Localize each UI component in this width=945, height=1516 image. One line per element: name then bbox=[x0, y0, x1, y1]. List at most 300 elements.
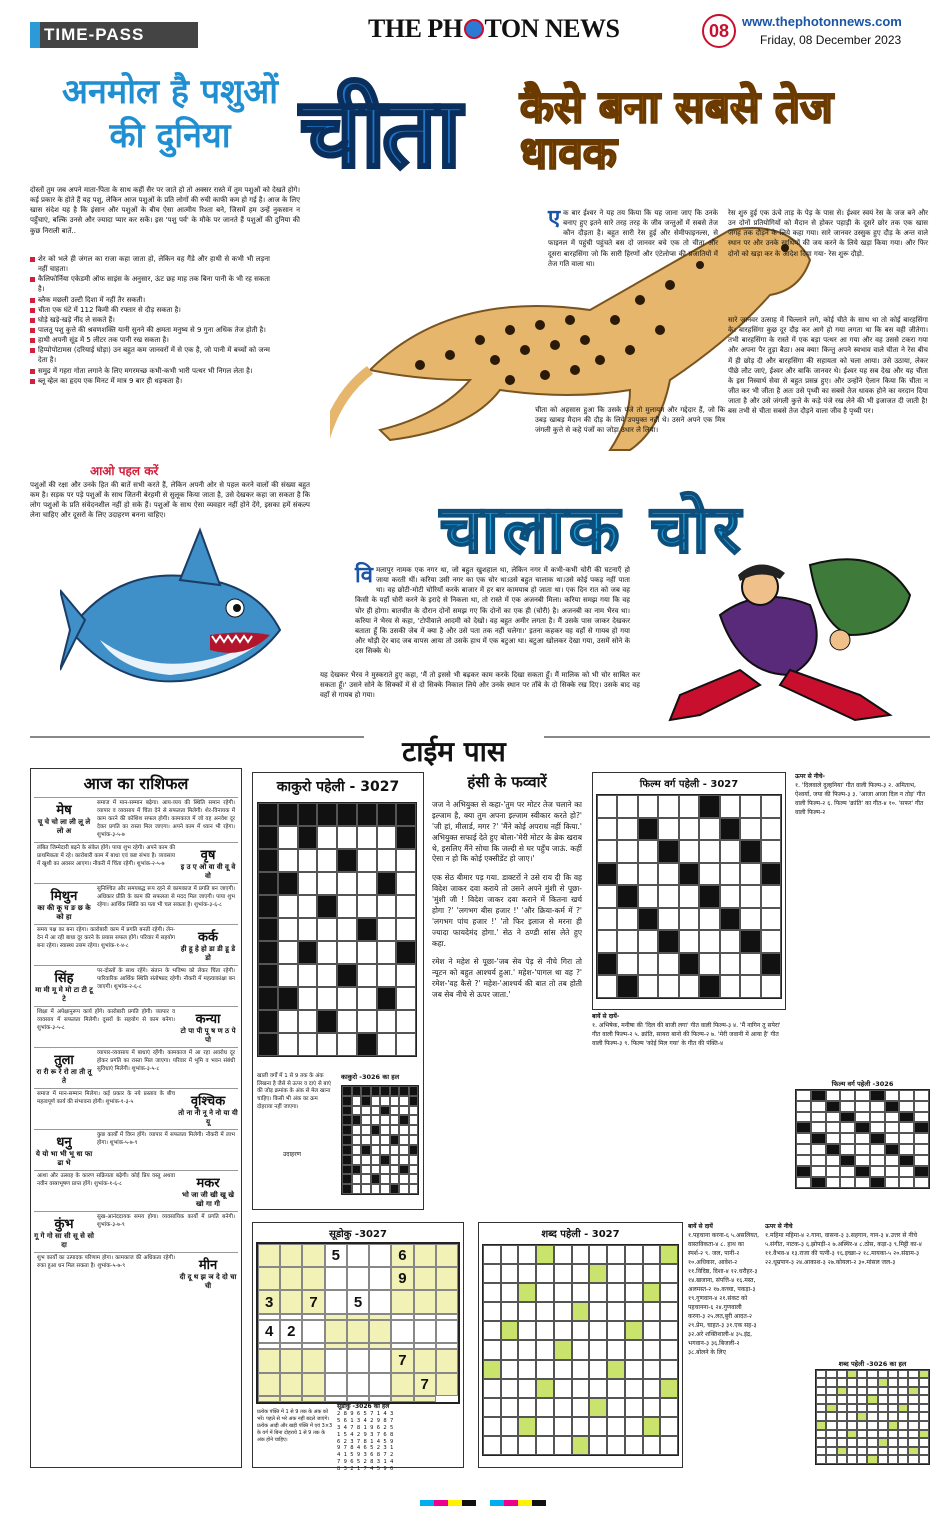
grid-cell[interactable] bbox=[796, 1155, 811, 1166]
grid-cell[interactable] bbox=[501, 1436, 519, 1455]
grid-cell[interactable] bbox=[870, 1090, 885, 1101]
grid-cell[interactable] bbox=[607, 1264, 625, 1283]
grid-cell[interactable] bbox=[643, 1379, 661, 1398]
grid-cell[interactable] bbox=[826, 1122, 841, 1133]
grid-cell[interactable] bbox=[837, 1387, 847, 1396]
grid-cell[interactable] bbox=[826, 1421, 836, 1430]
grid-cell[interactable] bbox=[811, 1133, 826, 1144]
grid-cell[interactable] bbox=[377, 872, 397, 895]
grid-cell[interactable] bbox=[888, 1387, 898, 1396]
grid-cell[interactable] bbox=[357, 1010, 377, 1033]
grid-cell[interactable] bbox=[625, 1398, 643, 1417]
grid-cell[interactable] bbox=[796, 1122, 811, 1133]
grid-cell[interactable] bbox=[298, 849, 318, 872]
grid-cell[interactable] bbox=[625, 1283, 643, 1302]
grid-cell[interactable] bbox=[572, 1283, 590, 1302]
grid-cell[interactable] bbox=[399, 1145, 409, 1155]
sudoku-cell[interactable] bbox=[436, 1349, 458, 1372]
grid-cell[interactable] bbox=[554, 1264, 572, 1283]
grid-cell[interactable] bbox=[898, 1378, 908, 1387]
grid-cell[interactable] bbox=[597, 795, 617, 818]
grid-cell[interactable] bbox=[699, 863, 719, 886]
grid-cell[interactable] bbox=[617, 818, 637, 841]
grid-cell[interactable] bbox=[298, 941, 318, 964]
grid-cell[interactable] bbox=[885, 1133, 900, 1144]
grid-cell[interactable] bbox=[638, 975, 658, 998]
grid-cell[interactable] bbox=[878, 1421, 888, 1430]
grid-cell[interactable] bbox=[761, 953, 781, 976]
grid-cell[interactable] bbox=[352, 1145, 362, 1155]
grid-cell[interactable] bbox=[483, 1379, 501, 1398]
grid-cell[interactable] bbox=[898, 1370, 908, 1379]
grid-cell[interactable] bbox=[597, 863, 617, 886]
grid-cell[interactable] bbox=[361, 1155, 371, 1165]
grid-cell[interactable] bbox=[660, 1398, 678, 1417]
grid-cell[interactable] bbox=[258, 826, 278, 849]
grid-cell[interactable] bbox=[826, 1177, 841, 1188]
grid-cell[interactable] bbox=[847, 1395, 857, 1404]
sudoku-cell[interactable] bbox=[347, 1320, 369, 1343]
grid-cell[interactable] bbox=[390, 1145, 400, 1155]
grid-cell[interactable] bbox=[317, 918, 337, 941]
grid-cell[interactable] bbox=[899, 1133, 914, 1144]
grid-cell[interactable] bbox=[536, 1302, 554, 1321]
grid-cell[interactable] bbox=[518, 1302, 536, 1321]
grid-cell[interactable] bbox=[761, 863, 781, 886]
sudoku-cell[interactable] bbox=[369, 1396, 391, 1402]
grid-cell[interactable] bbox=[658, 863, 678, 886]
grid-cell[interactable] bbox=[888, 1430, 898, 1439]
grid-cell[interactable] bbox=[908, 1455, 918, 1464]
grid-cell[interactable] bbox=[258, 918, 278, 941]
grid-cell[interactable] bbox=[298, 918, 318, 941]
grid-cell[interactable] bbox=[855, 1177, 870, 1188]
grid-cell[interactable] bbox=[899, 1101, 914, 1112]
grid-cell[interactable] bbox=[572, 1436, 590, 1455]
grid-cell[interactable] bbox=[867, 1430, 877, 1439]
grid-cell[interactable] bbox=[855, 1155, 870, 1166]
grid-cell[interactable] bbox=[679, 885, 699, 908]
grid-cell[interactable] bbox=[396, 803, 416, 826]
sudoku-cell[interactable] bbox=[347, 1349, 369, 1372]
grid-cell[interactable] bbox=[638, 885, 658, 908]
grid-cell[interactable] bbox=[840, 1155, 855, 1166]
grid-cell[interactable] bbox=[699, 908, 719, 931]
grid-cell[interactable] bbox=[660, 1417, 678, 1436]
grid-cell[interactable] bbox=[660, 1264, 678, 1283]
grid-cell[interactable] bbox=[899, 1122, 914, 1133]
grid-cell[interactable] bbox=[352, 1165, 362, 1175]
sudoku-cell[interactable] bbox=[302, 1349, 324, 1372]
grid-cell[interactable] bbox=[811, 1112, 826, 1123]
grid-cell[interactable] bbox=[409, 1155, 419, 1165]
grid-cell[interactable] bbox=[625, 1302, 643, 1321]
grid-cell[interactable] bbox=[625, 1321, 643, 1340]
grid-cell[interactable] bbox=[878, 1447, 888, 1456]
grid-cell[interactable] bbox=[399, 1115, 409, 1125]
grid-cell[interactable] bbox=[396, 987, 416, 1010]
sudoku-cell[interactable] bbox=[414, 1349, 436, 1372]
grid-cell[interactable] bbox=[679, 930, 699, 953]
grid-cell[interactable] bbox=[878, 1370, 888, 1379]
grid-cell[interactable] bbox=[826, 1378, 836, 1387]
grid-cell[interactable] bbox=[658, 885, 678, 908]
sudoku-cell[interactable] bbox=[436, 1320, 458, 1343]
grid-cell[interactable] bbox=[643, 1360, 661, 1379]
grid-cell[interactable] bbox=[796, 1133, 811, 1144]
grid-cell[interactable] bbox=[258, 1010, 278, 1033]
grid-cell[interactable] bbox=[536, 1340, 554, 1359]
grid-cell[interactable] bbox=[699, 885, 719, 908]
grid-cell[interactable] bbox=[483, 1340, 501, 1359]
grid-cell[interactable] bbox=[352, 1115, 362, 1125]
grid-cell[interactable] bbox=[867, 1438, 877, 1447]
grid-cell[interactable] bbox=[572, 1321, 590, 1340]
grid-cell[interactable] bbox=[796, 1177, 811, 1188]
grid-cell[interactable] bbox=[679, 863, 699, 886]
grid-cell[interactable] bbox=[914, 1090, 929, 1101]
grid-cell[interactable] bbox=[589, 1264, 607, 1283]
grid-cell[interactable] bbox=[377, 918, 397, 941]
grid-cell[interactable] bbox=[554, 1321, 572, 1340]
grid-cell[interactable] bbox=[847, 1438, 857, 1447]
grid-cell[interactable] bbox=[816, 1404, 826, 1413]
grid-cell[interactable] bbox=[317, 849, 337, 872]
grid-cell[interactable] bbox=[658, 908, 678, 931]
grid-cell[interactable] bbox=[361, 1184, 371, 1194]
grid-cell[interactable] bbox=[483, 1398, 501, 1417]
grid-cell[interactable] bbox=[720, 818, 740, 841]
sudoku-cell[interactable] bbox=[258, 1267, 280, 1290]
grid-cell[interactable] bbox=[501, 1379, 519, 1398]
grid-cell[interactable] bbox=[847, 1370, 857, 1379]
grid-cell[interactable] bbox=[638, 930, 658, 953]
grid-cell[interactable] bbox=[855, 1133, 870, 1144]
grid-cell[interactable] bbox=[554, 1417, 572, 1436]
grid-cell[interactable] bbox=[816, 1387, 826, 1396]
grid-cell[interactable] bbox=[278, 1010, 298, 1033]
grid-cell[interactable] bbox=[870, 1133, 885, 1144]
grid-cell[interactable] bbox=[357, 918, 377, 941]
grid-cell[interactable] bbox=[607, 1398, 625, 1417]
grid-cell[interactable] bbox=[826, 1166, 841, 1177]
grid-cell[interactable] bbox=[888, 1421, 898, 1430]
grid-cell[interactable] bbox=[908, 1412, 918, 1421]
grid-cell[interactable] bbox=[617, 795, 637, 818]
grid-cell[interactable] bbox=[870, 1122, 885, 1133]
grid-cell[interactable] bbox=[867, 1455, 877, 1464]
grid-cell[interactable] bbox=[826, 1395, 836, 1404]
grid-cell[interactable] bbox=[908, 1395, 918, 1404]
grid-cell[interactable] bbox=[855, 1112, 870, 1123]
grid-cell[interactable] bbox=[607, 1340, 625, 1359]
grid-cell[interactable] bbox=[483, 1417, 501, 1436]
grid-cell[interactable] bbox=[342, 1086, 352, 1096]
grid-cell[interactable] bbox=[371, 1086, 381, 1096]
sudoku-cell[interactable]: 3 bbox=[258, 1290, 280, 1313]
grid-cell[interactable] bbox=[317, 1010, 337, 1033]
grid-cell[interactable] bbox=[914, 1155, 929, 1166]
grid-cell[interactable] bbox=[699, 930, 719, 953]
grid-cell[interactable] bbox=[390, 1174, 400, 1184]
grid-cell[interactable] bbox=[855, 1090, 870, 1101]
grid-cell[interactable] bbox=[554, 1340, 572, 1359]
grid-cell[interactable] bbox=[298, 1010, 318, 1033]
grid-cell[interactable] bbox=[658, 795, 678, 818]
grid-cell[interactable] bbox=[898, 1430, 908, 1439]
grid-cell[interactable] bbox=[597, 840, 617, 863]
grid-cell[interactable] bbox=[699, 840, 719, 863]
grid-cell[interactable] bbox=[898, 1404, 908, 1413]
grid-cell[interactable] bbox=[658, 840, 678, 863]
grid-cell[interactable] bbox=[399, 1174, 409, 1184]
grid-cell[interactable] bbox=[607, 1302, 625, 1321]
grid-cell[interactable] bbox=[342, 1106, 352, 1116]
grid-cell[interactable] bbox=[554, 1245, 572, 1264]
grid-cell[interactable] bbox=[679, 795, 699, 818]
sudoku-cell[interactable] bbox=[391, 1373, 413, 1396]
grid-cell[interactable] bbox=[396, 918, 416, 941]
grid-cell[interactable] bbox=[816, 1412, 826, 1421]
grid-cell[interactable] bbox=[371, 1135, 381, 1145]
grid-cell[interactable] bbox=[390, 1155, 400, 1165]
grid-cell[interactable] bbox=[857, 1438, 867, 1447]
grid-cell[interactable] bbox=[837, 1412, 847, 1421]
grid-cell[interactable] bbox=[337, 895, 357, 918]
grid-cell[interactable] bbox=[898, 1438, 908, 1447]
grid-cell[interactable] bbox=[357, 964, 377, 987]
grid-cell[interactable] bbox=[914, 1166, 929, 1177]
sudoku-cell[interactable] bbox=[258, 1396, 280, 1402]
sudoku-cell[interactable] bbox=[302, 1320, 324, 1343]
grid-cell[interactable] bbox=[589, 1302, 607, 1321]
sudoku-cell[interactable] bbox=[436, 1290, 458, 1313]
grid-cell[interactable] bbox=[361, 1135, 371, 1145]
sudoku-cell[interactable] bbox=[325, 1349, 347, 1372]
grid-cell[interactable] bbox=[380, 1086, 390, 1096]
grid-cell[interactable] bbox=[796, 1101, 811, 1112]
grid-cell[interactable] bbox=[826, 1430, 836, 1439]
grid-cell[interactable] bbox=[867, 1421, 877, 1430]
grid-cell[interactable] bbox=[501, 1340, 519, 1359]
grid-cell[interactable] bbox=[536, 1379, 554, 1398]
website-link[interactable]: www.thephotonnews.com bbox=[742, 14, 902, 29]
grid-cell[interactable] bbox=[399, 1086, 409, 1096]
grid-cell[interactable] bbox=[617, 930, 637, 953]
grid-cell[interactable] bbox=[377, 849, 397, 872]
grid-cell[interactable] bbox=[483, 1360, 501, 1379]
sudoku-cell[interactable] bbox=[347, 1396, 369, 1402]
grid-cell[interactable] bbox=[914, 1101, 929, 1112]
grid-cell[interactable] bbox=[317, 826, 337, 849]
grid-cell[interactable] bbox=[855, 1101, 870, 1112]
grid-cell[interactable] bbox=[837, 1447, 847, 1456]
grid-cell[interactable] bbox=[660, 1302, 678, 1321]
sudoku-cell[interactable] bbox=[369, 1373, 391, 1396]
grid-cell[interactable] bbox=[396, 1010, 416, 1033]
grid-cell[interactable] bbox=[337, 918, 357, 941]
grid-cell[interactable] bbox=[589, 1340, 607, 1359]
grid-cell[interactable] bbox=[361, 1096, 371, 1106]
grid-cell[interactable] bbox=[377, 941, 397, 964]
grid-cell[interactable] bbox=[597, 953, 617, 976]
grid-cell[interactable] bbox=[390, 1135, 400, 1145]
grid-cell[interactable] bbox=[870, 1177, 885, 1188]
grid-cell[interactable] bbox=[617, 840, 637, 863]
grid-cell[interactable] bbox=[720, 863, 740, 886]
grid-cell[interactable] bbox=[399, 1125, 409, 1135]
sudoku-cell[interactable]: 5 bbox=[325, 1244, 347, 1267]
sudoku-cell[interactable] bbox=[280, 1373, 302, 1396]
grid-cell[interactable] bbox=[597, 885, 617, 908]
grid-cell[interactable] bbox=[885, 1166, 900, 1177]
grid-cell[interactable] bbox=[660, 1379, 678, 1398]
grid-cell[interactable] bbox=[720, 975, 740, 998]
grid-cell[interactable] bbox=[371, 1184, 381, 1194]
grid-cell[interactable] bbox=[380, 1184, 390, 1194]
grid-cell[interactable] bbox=[720, 930, 740, 953]
grid-cell[interactable] bbox=[811, 1155, 826, 1166]
grid-cell[interactable] bbox=[837, 1370, 847, 1379]
grid-cell[interactable] bbox=[597, 975, 617, 998]
sudoku-cell[interactable]: 4 bbox=[258, 1320, 280, 1343]
grid-cell[interactable] bbox=[847, 1430, 857, 1439]
grid-cell[interactable] bbox=[377, 826, 397, 849]
grid-cell[interactable] bbox=[501, 1360, 519, 1379]
grid-cell[interactable] bbox=[855, 1122, 870, 1133]
grid-cell[interactable] bbox=[816, 1438, 826, 1447]
grid-cell[interactable] bbox=[396, 849, 416, 872]
grid-cell[interactable] bbox=[857, 1370, 867, 1379]
grid-cell[interactable] bbox=[867, 1387, 877, 1396]
grid-cell[interactable] bbox=[761, 795, 781, 818]
grid-cell[interactable] bbox=[572, 1264, 590, 1283]
grid-cell[interactable] bbox=[643, 1264, 661, 1283]
grid-cell[interactable] bbox=[720, 953, 740, 976]
grid-cell[interactable] bbox=[740, 818, 760, 841]
grid-cell[interactable] bbox=[740, 885, 760, 908]
grid-cell[interactable] bbox=[361, 1174, 371, 1184]
grid-cell[interactable] bbox=[377, 1033, 397, 1056]
grid-cell[interactable] bbox=[377, 895, 397, 918]
grid-cell[interactable] bbox=[878, 1455, 888, 1464]
grid-cell[interactable] bbox=[898, 1455, 908, 1464]
grid-cell[interactable] bbox=[919, 1404, 929, 1413]
sudoku-cell[interactable] bbox=[414, 1396, 436, 1402]
grid-cell[interactable] bbox=[761, 908, 781, 931]
grid-cell[interactable] bbox=[617, 885, 637, 908]
grid-cell[interactable] bbox=[914, 1177, 929, 1188]
grid-cell[interactable] bbox=[888, 1455, 898, 1464]
grid-cell[interactable] bbox=[278, 849, 298, 872]
grid-cell[interactable] bbox=[617, 863, 637, 886]
grid-cell[interactable] bbox=[638, 840, 658, 863]
grid-cell[interactable] bbox=[597, 930, 617, 953]
grid-cell[interactable] bbox=[572, 1360, 590, 1379]
grid-cell[interactable] bbox=[390, 1184, 400, 1194]
grid-cell[interactable] bbox=[298, 895, 318, 918]
grid-cell[interactable] bbox=[371, 1155, 381, 1165]
grid-cell[interactable] bbox=[643, 1436, 661, 1455]
grid-cell[interactable] bbox=[352, 1125, 362, 1135]
grid-cell[interactable] bbox=[826, 1370, 836, 1379]
grid-cell[interactable] bbox=[908, 1378, 918, 1387]
grid-cell[interactable] bbox=[361, 1115, 371, 1125]
grid-cell[interactable] bbox=[878, 1430, 888, 1439]
grid-cell[interactable] bbox=[919, 1378, 929, 1387]
grid-cell[interactable] bbox=[258, 964, 278, 987]
grid-cell[interactable] bbox=[380, 1165, 390, 1175]
grid-cell[interactable] bbox=[399, 1155, 409, 1165]
grid-cell[interactable] bbox=[258, 941, 278, 964]
grid-cell[interactable] bbox=[278, 964, 298, 987]
grid-cell[interactable] bbox=[589, 1321, 607, 1340]
grid-cell[interactable] bbox=[342, 1135, 352, 1145]
grid-cell[interactable] bbox=[409, 1184, 419, 1194]
grid-cell[interactable] bbox=[483, 1245, 501, 1264]
sudoku-cell[interactable] bbox=[325, 1320, 347, 1343]
grid-cell[interactable] bbox=[658, 818, 678, 841]
sudoku-cell[interactable] bbox=[280, 1396, 302, 1402]
grid-cell[interactable] bbox=[337, 803, 357, 826]
grid-cell[interactable] bbox=[278, 1033, 298, 1056]
sudoku-cell[interactable]: 7 bbox=[302, 1290, 324, 1313]
grid-cell[interactable] bbox=[761, 840, 781, 863]
grid-cell[interactable] bbox=[536, 1436, 554, 1455]
grid-cell[interactable] bbox=[643, 1302, 661, 1321]
grid-cell[interactable] bbox=[720, 885, 740, 908]
grid-cell[interactable] bbox=[658, 930, 678, 953]
grid-cell[interactable] bbox=[337, 1033, 357, 1056]
grid-cell[interactable] bbox=[816, 1395, 826, 1404]
grid-cell[interactable] bbox=[625, 1264, 643, 1283]
grid-cell[interactable] bbox=[761, 975, 781, 998]
grid-cell[interactable] bbox=[399, 1165, 409, 1175]
grid-cell[interactable] bbox=[501, 1417, 519, 1436]
grid-cell[interactable] bbox=[380, 1125, 390, 1135]
grid-cell[interactable] bbox=[699, 975, 719, 998]
grid-cell[interactable] bbox=[352, 1096, 362, 1106]
grid-cell[interactable] bbox=[536, 1264, 554, 1283]
grid-cell[interactable] bbox=[352, 1135, 362, 1145]
grid-cell[interactable] bbox=[919, 1370, 929, 1379]
grid-cell[interactable] bbox=[826, 1455, 836, 1464]
grid-cell[interactable] bbox=[855, 1166, 870, 1177]
grid-cell[interactable] bbox=[837, 1455, 847, 1464]
grid-cell[interactable] bbox=[811, 1090, 826, 1101]
grid-cell[interactable] bbox=[625, 1417, 643, 1436]
grid-cell[interactable] bbox=[914, 1122, 929, 1133]
grid-cell[interactable] bbox=[899, 1177, 914, 1188]
grid-cell[interactable] bbox=[816, 1447, 826, 1456]
grid-cell[interactable] bbox=[919, 1421, 929, 1430]
grid-cell[interactable] bbox=[643, 1245, 661, 1264]
sudoku-cell[interactable]: 5 bbox=[347, 1290, 369, 1313]
grid-cell[interactable] bbox=[409, 1165, 419, 1175]
grid-cell[interactable] bbox=[337, 872, 357, 895]
grid-cell[interactable] bbox=[837, 1421, 847, 1430]
grid-cell[interactable] bbox=[888, 1412, 898, 1421]
sudoku-cell[interactable]: 7 bbox=[391, 1349, 413, 1372]
grid-cell[interactable] bbox=[816, 1455, 826, 1464]
grid-cell[interactable] bbox=[390, 1086, 400, 1096]
sudoku-cell[interactable] bbox=[391, 1396, 413, 1402]
grid-cell[interactable] bbox=[699, 795, 719, 818]
grid-cell[interactable] bbox=[483, 1436, 501, 1455]
grid-cell[interactable] bbox=[361, 1125, 371, 1135]
sudoku-cell[interactable] bbox=[325, 1396, 347, 1402]
grid-cell[interactable] bbox=[409, 1174, 419, 1184]
